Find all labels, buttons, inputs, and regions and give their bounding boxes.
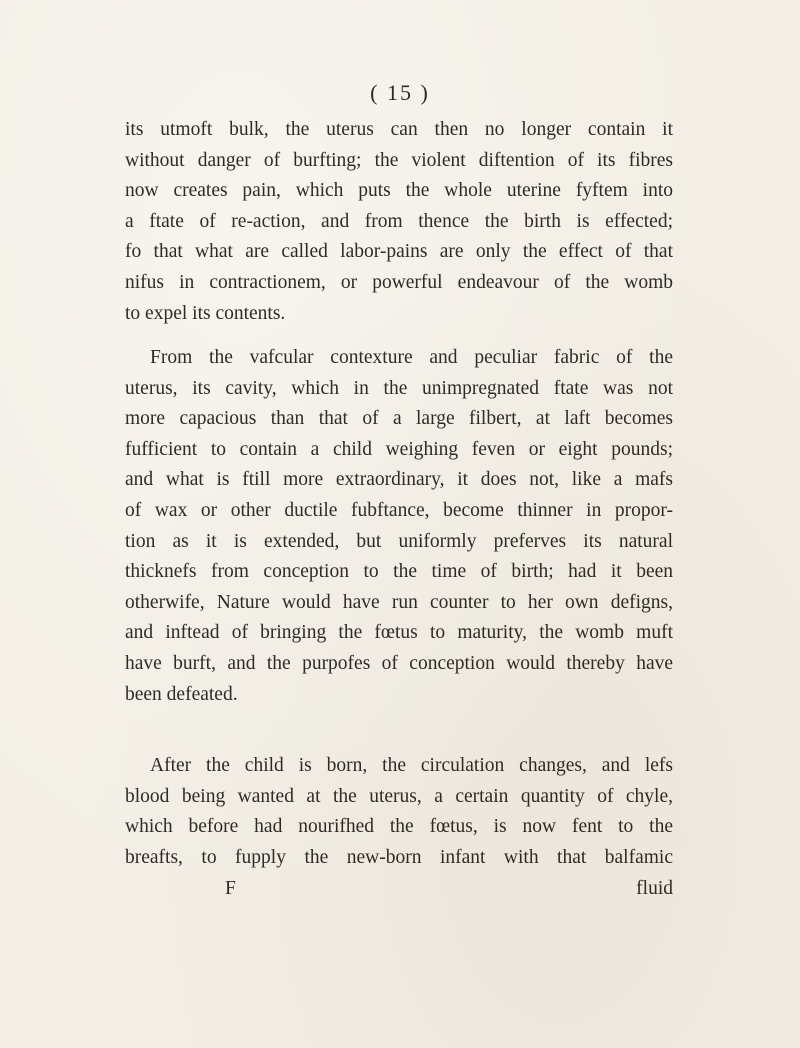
paragraph-1 [125,115,673,329]
paragraph-line: otherwife, Nature would have run counter to her own defigns, [125,591,673,613]
paragraph-line: have burft, and the purpofes of conception would thereby have [125,652,673,674]
paragraph-line: without danger of burfting; the violent diftention of its fibres [125,149,673,171]
paragraph-line: nifus in contractionem, or powerful endeavour of the womb [125,271,673,293]
paragraph-line: of wax or other ductile fubftance, become thinner in propor- [125,499,673,521]
paragraph-line: fo that what are called labor-pains are only the effect of that [125,241,673,263]
paragraph-line: blood being wanted at the uterus, a certain quantity of chyle, [125,785,673,807]
paragraph-line: From the vafcular contexture and peculiar fabric of the [150,347,673,368]
paragraph-line: tion as it is extended, but uniformly preferves its natural [125,530,673,552]
paragraph-line: its utmoft bulk, the uterus can then no longer contain it [125,119,673,140]
paragraph-line: After the child is born, the circulation changes, and lefs [150,755,673,776]
paragraph-line: more capacious than that of a large filbert, at laft becomes [125,408,673,430]
paragraph-line: and what is ftill more extraordinary, it does not, like a mafs [125,469,673,491]
signature-mark: F [225,878,236,899]
page-footer [125,874,673,905]
paragraph-line: uterus, its cavity, which in the unimpregnated ftate was not [125,377,673,399]
paragraph-line: a ftate of re-action, and from thence the birth is effected; [125,210,673,232]
paragraph-2 [125,343,673,710]
paragraph-line: been defeated. [125,683,238,705]
paragraph-line: which before had nourifhed the fœtus, is now fent to the [125,816,673,838]
paragraph-line: breafts, to fupply the new-born infant with that balfamic [125,846,673,868]
paragraph-line: to expel its contents. [125,302,286,324]
catchword: fluid [636,878,673,899]
paragraph-line: thicknefs from conception to the time of birth; had it been [125,561,673,583]
paragraph-line: and inftead of bringing the fœtus to maturity, the womb muft [125,622,673,644]
paragraph-3 [125,751,673,873]
paragraph-line: now creates pain, which puts the whole uterine fyftem into [125,180,673,202]
page-number-header: ( 15 ) [370,80,430,105]
paragraph-line: fufficient to contain a child weighing feven or eight pounds; [125,438,673,460]
